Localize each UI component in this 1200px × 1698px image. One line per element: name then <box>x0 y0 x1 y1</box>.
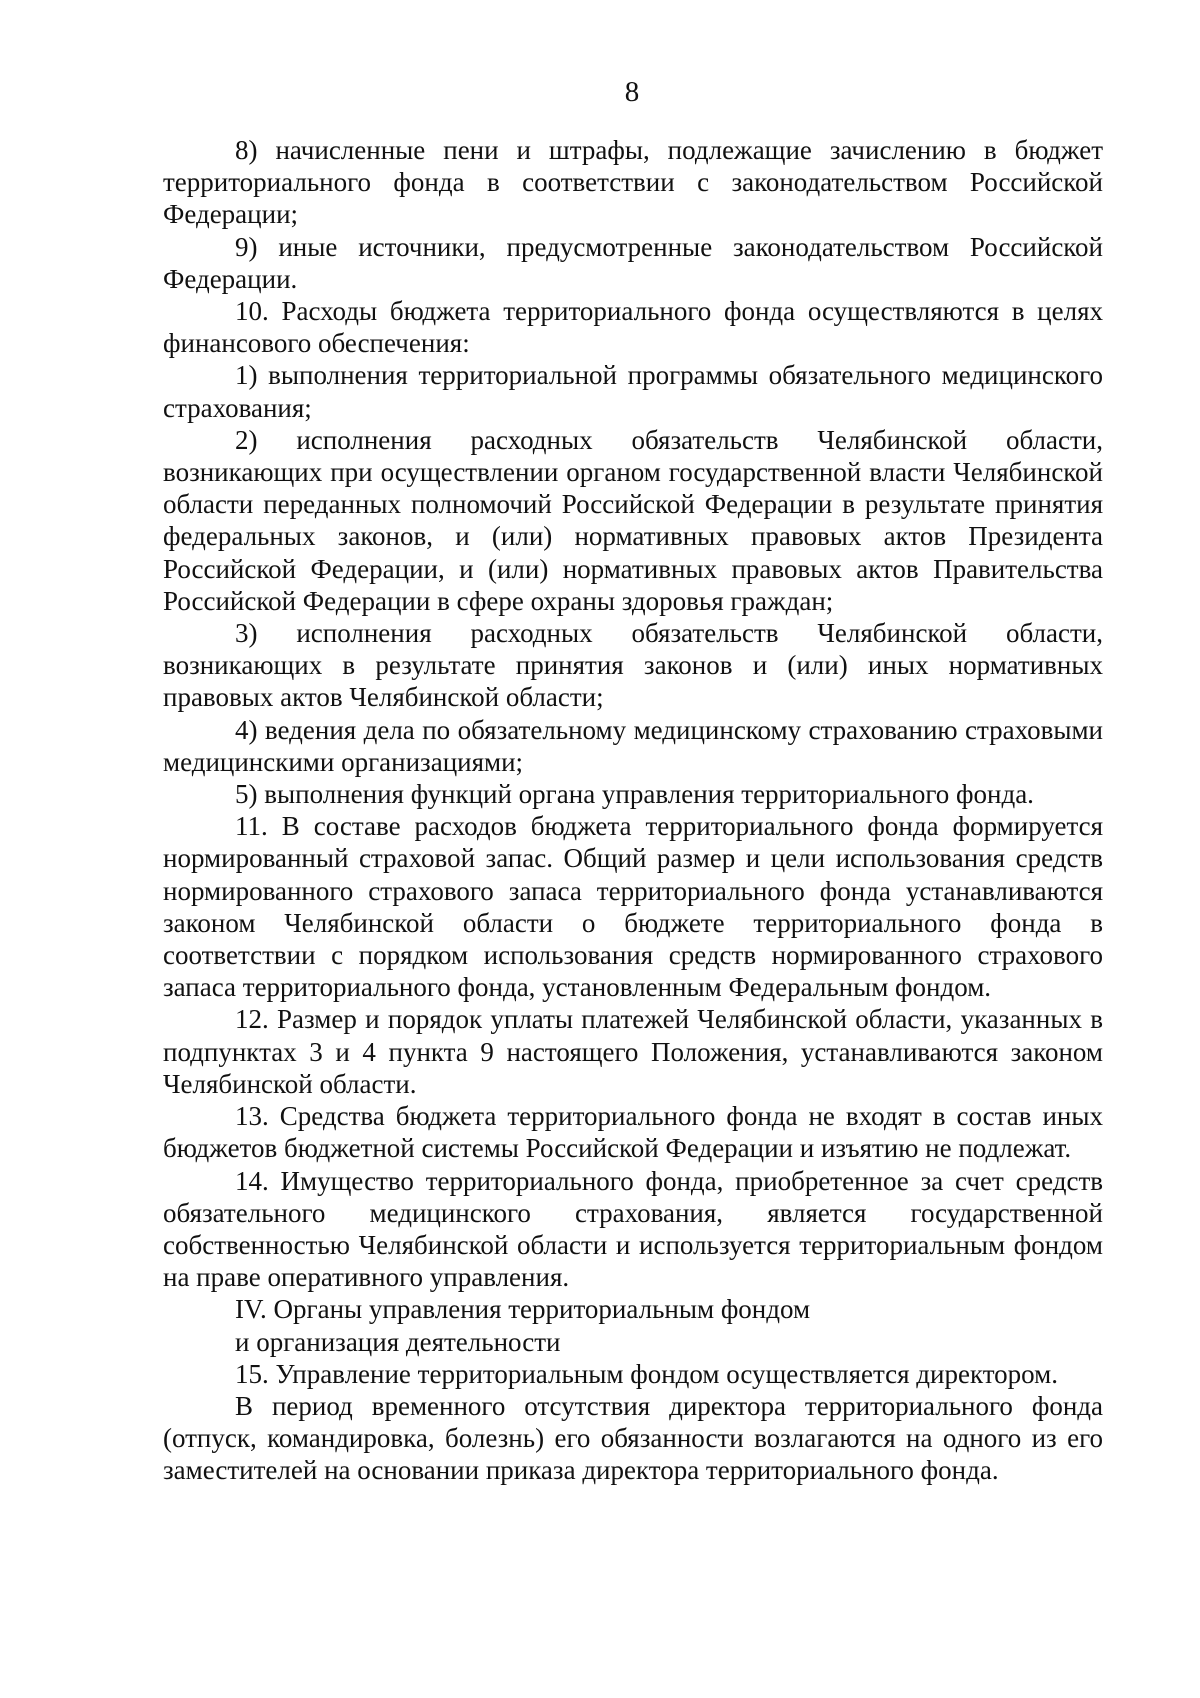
section-heading-line-1: IV. Органы управления территориальным фондом <box>235 1294 811 1325</box>
section-heading-line-2: и организация деятельности <box>235 1326 561 1357</box>
paragraph-clause-13: 13. Средства бюджета территориального фонда не входят в состав иных бюджетов бюджетной системы Российской Федерации и изъятию не подлежат. <box>163 1101 1103 1164</box>
paragraph-item-9: 9) иные источники, предусмотренные законодательством Российской Федерации. <box>163 231 1103 294</box>
paragraph-subitem-1: 1) выполнения территориальной программы обязательного медицинского страхования; <box>163 360 1103 423</box>
document-body <box>163 134 1103 1487</box>
paragraph-subitem-4: 4) ведения дела по обязательному медицинскому страхованию страховыми медицинскими организациями; <box>163 714 1103 777</box>
paragraph-item-8: 8) начисленные пени и штрафы, подлежащие зачислению в бюджет территориального фонда в соответствии с законодательством Российской Федерации; <box>163 135 1103 230</box>
paragraph-clause-10: 10. Расходы бюджета территориального фонда осуществляются в целях финансового обеспечения: <box>163 296 1103 359</box>
paragraph-clause-12: 12. Размер и порядок уплаты платежей Челябинской области, указанных в подпунктах 3 и 4 пункта 9 настоящего Положения, устанавливаются законом Челябинской области. <box>163 1004 1103 1099</box>
paragraph-clause-15-continued: В период временного отсутствия директора территориального фонда (отпуск, командировка, болезнь) его обязанности возлагаются на одного из его заместителей на основании приказа директора территориального фонда. <box>163 1390 1103 1486</box>
paragraph-subitem-3: 3) исполнения расходных обязательств Челябинской области, возникающих в результате принятия законов и (или) иных нормативных правовых актов Челябинской области; <box>163 618 1103 713</box>
paragraph-subitem-2: 2) исполнения расходных обязательств Челябинской области, возникающих при осуществлении органом государственной власти Челябинской области переданных полномочий Российской Федерации в результате принятия федеральных законов, и (или) нормативных правовых актов Президента Российской Федерации, и (или) нормативных правовых актов Правительства Российской Федерации в сфере охраны здоровья граждан; <box>163 424 1103 616</box>
section-heading <box>163 1293 1103 1357</box>
paragraph-clause-15: 15. Управление территориальным фондом осуществляется директором. <box>235 1358 1058 1389</box>
paragraph-subitem-5: 5) выполнения функций органа управления территориального фонда. <box>235 779 1034 810</box>
paragraph-clause-14: 14. Имущество территориального фонда, приобретенное за счет средств обязательного медицинского страхования, является государственной собственностью Челябинской области и используется территориальным фондом на праве оперативного управления. <box>163 1165 1103 1293</box>
paragraph-clause-11: 11. В составе расходов бюджета территориального фонда формируется нормированный страховой запас. Общий размер и цели использования средств нормированного страхового запаса территориального фонда устанавливаются законом Челябинской области о бюджете территориального фонда в соответствии с порядком использования средств нормированного страхового запаса территориального фонда, установленным Федеральным фондом. <box>163 811 1103 1003</box>
page-number: 8 <box>624 76 640 108</box>
